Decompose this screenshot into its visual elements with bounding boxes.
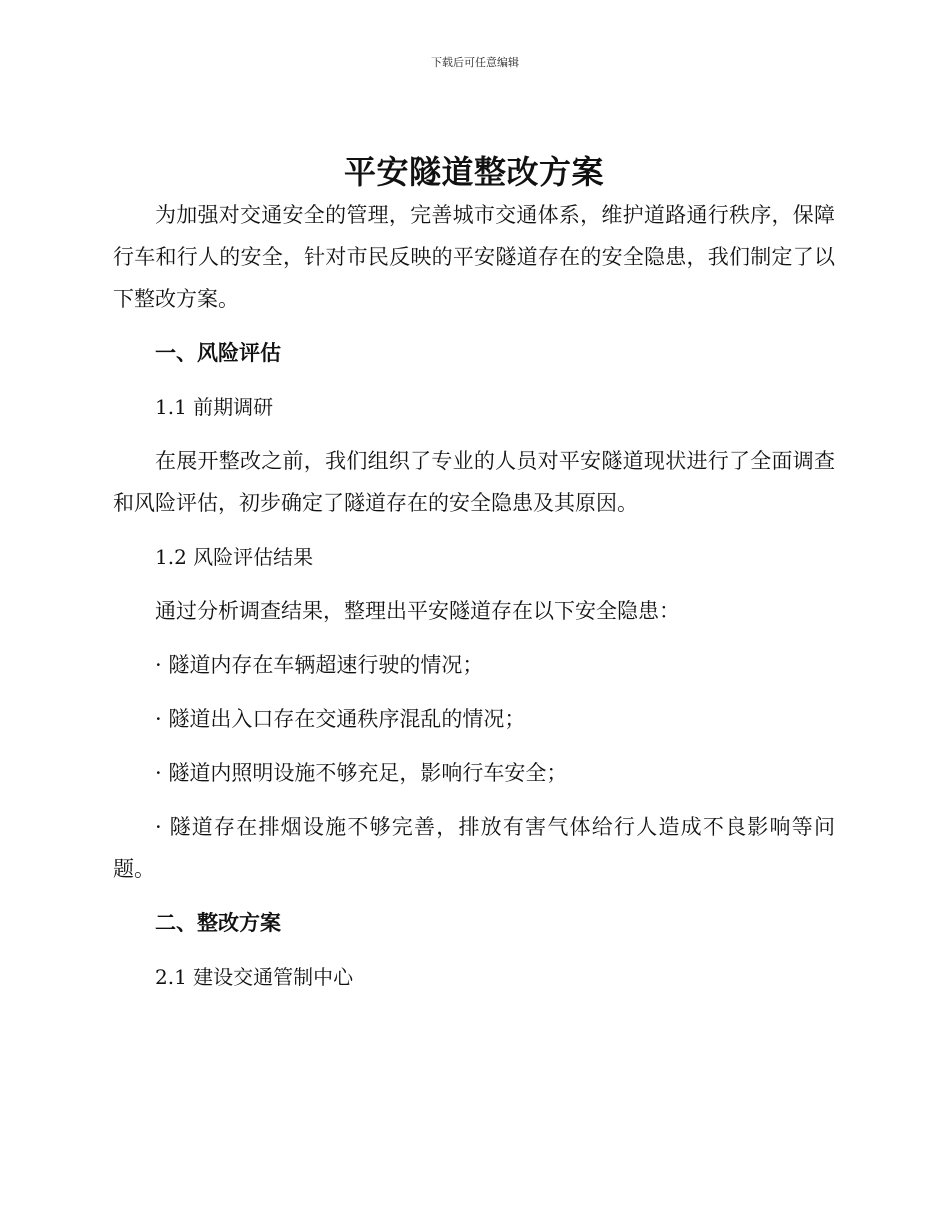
header-note: 下载后可任意编辑 bbox=[431, 56, 519, 69]
intro-paragraph: 为加强对交通安全的管理，完善城市交通体系，维护道路通行秩序，保障行车和行人的安全，针对市民反映的平安隧道存在的安全隐患，我们制定了以下整改方案。 bbox=[113, 203, 835, 311]
section-heading-rectification-plan: 二、整改方案 bbox=[155, 911, 281, 935]
document-title: 平安隧道整改方案 bbox=[343, 153, 604, 191]
subsection-heading-traffic-control-center: 2.1 建设交通管制中心 bbox=[155, 965, 354, 989]
subsection-heading-risk-results: 1.2 风险评估结果 bbox=[155, 545, 314, 569]
preliminary-research-paragraph: 在展开整改之前，我们组织了专业的人员对平安隧道现状进行了全面调查和风险评估，初步确定了隧道存在的安全隐患及其原因。 bbox=[113, 449, 835, 515]
list-item: · 隧道内存在车辆超速行驶的情况； bbox=[155, 653, 484, 677]
document-body bbox=[113, 150, 835, 998]
list-item: · 隧道内照明设施不够充足，影响行车安全； bbox=[155, 761, 568, 785]
list-item: · 隧道存在排烟设施不够完善，排放有害气体给行人造成不良影响等问题。 bbox=[113, 815, 835, 881]
risk-results-paragraph: 通过分析调查结果，整理出平安隧道存在以下安全隐患： bbox=[155, 599, 680, 623]
section-heading-risk-assessment: 一、风险评估 bbox=[155, 341, 281, 365]
subsection-heading-preliminary-research: 1.1 前期调研 bbox=[155, 395, 274, 419]
list-item: · 隧道出入口存在交通秩序混乱的情况； bbox=[155, 707, 526, 731]
